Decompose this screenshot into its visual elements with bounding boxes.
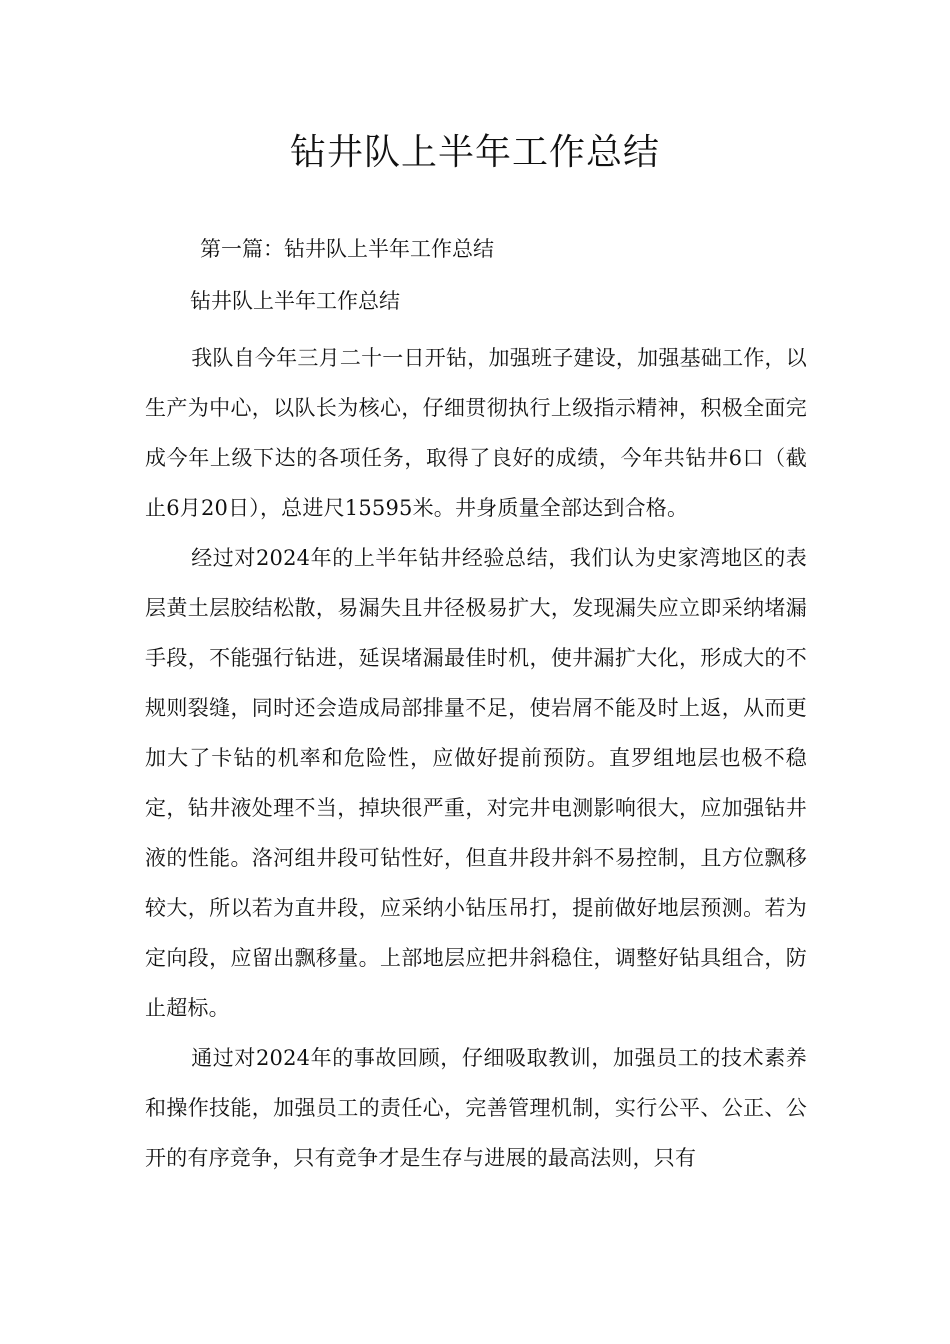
document-title: 钻井队上半年工作总结 — [289, 132, 660, 173]
paragraph: 我队自今年三月二十一日开钻，加强班子建设，加强基础工作，以生产为中心，以队长为核心，仔细贯彻执行上级指示精神，积极全面完成今年上级下达的各项任务，取得了良好的成绩，今年共钻井6口（截止6月20日），总进尺15595米。井身质量全部达到合格。 — [145, 346, 807, 520]
paragraph: 通过对2024年的事故回顾，仔细吸取教训，加强员工的技术素养和操作技能，加强员工的责任心，完善管理机制，实行公平、公正、公开的有序竞争，只有竞争才是生存与进展的最高法则，只有 — [145, 1046, 807, 1170]
section-heading: 钻井队上半年工作总结 — [190, 289, 400, 313]
chapter-heading: 第一篇：钻井队上半年工作总结 — [200, 237, 494, 261]
document-body — [145, 333, 807, 1183]
paragraph: 经过对2024年的上半年钻井经验总结，我们认为史家湾地区的表层黄土层胶结松散，易漏失且井径极易扩大，发现漏失应立即采纳堵漏手段，不能强行钻进，延误堵漏最佳时机，使井漏扩大化，形成大的不规则裂缝，同时还会造成局部排量不足，使岩屑不能及时上返，从而更加大了卡钻的机率和危险性，应做好提前预防。直罗组地层也极不稳定，钻井液处理不当，掉块很严重，对完井电测影响很大，应加强钻井液的性能。洛河组井段可钻性好，但直井段井斜不易控制，且方位飘移较大，所以若为直井段，应采纳小钻压吊打，提前做好地层预测。若为定向段，应留出飘移量。上部地层应把井斜稳住，调整好钻具组合，防止超标。 — [145, 546, 807, 1020]
